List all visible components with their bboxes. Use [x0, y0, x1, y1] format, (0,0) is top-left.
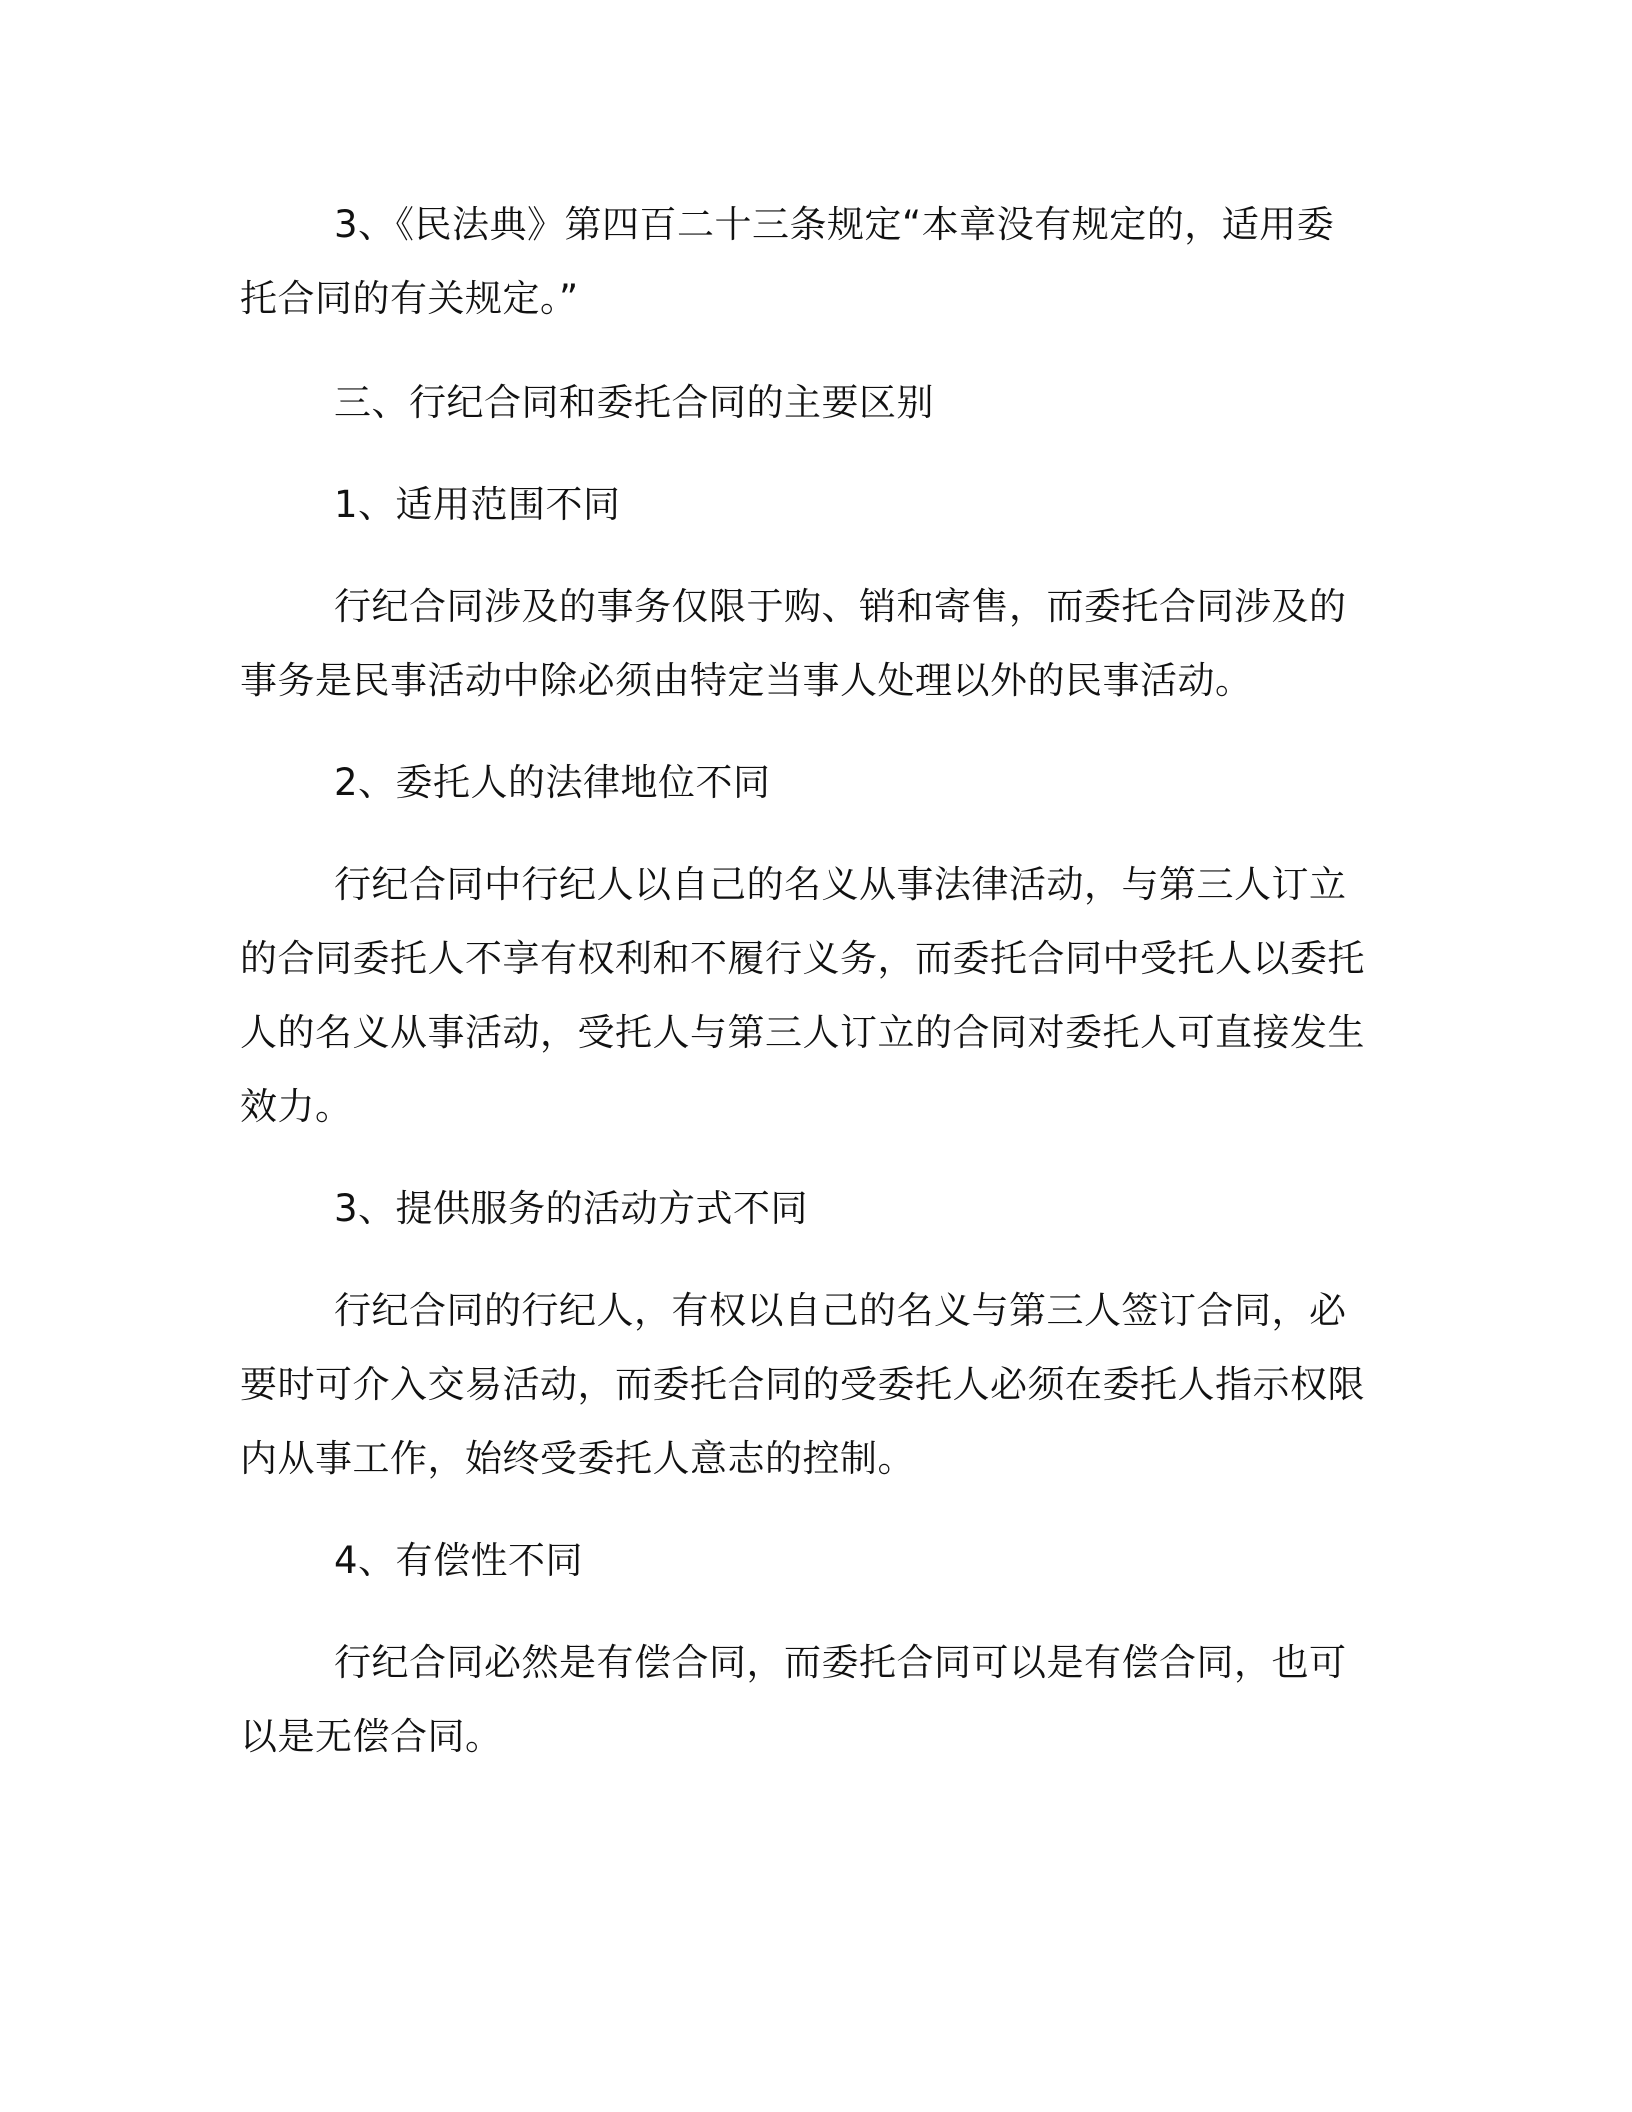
paragraph-article-423: 3、《民法典》第四百二十三条规定“本章没有规定的，适用委托合同的有关规定。” [240, 203, 1335, 320]
subheading-compensation: 4、有偿性不同 [334, 1539, 584, 1582]
paragraph-legal-status: 行纪合同中行纪人以自己的名义从事法律活动，与第三人订立的合同委托人不享有权利和不履行义务，而委托合同中受托人以委托人的名义从事活动，受托人与第三人订立的合同对委托人可直接发生效力。 [240, 863, 1365, 1128]
subheading-scope: 1、适用范围不同 [334, 483, 621, 526]
document-body [240, 188, 1370, 1774]
paragraph-service-manner: 行纪合同的行纪人，有权以自己的名义与第三人签订合同，必要时可介入交易活动，而委托合同的受委托人必须在委托人指示权限内从事工作，始终受委托人意志的控制。 [240, 1289, 1365, 1480]
paragraph-compensation: 行纪合同必然是有偿合同，而委托合同可以是有偿合同，也可以是无偿合同。 [240, 1641, 1347, 1758]
section-heading-main-differences: 三、行纪合同和委托合同的主要区别 [334, 381, 934, 424]
subheading-legal-status: 2、委托人的法律地位不同 [334, 761, 771, 804]
subheading-service-manner: 3、提供服务的活动方式不同 [334, 1187, 809, 1230]
paragraph-scope: 行纪合同涉及的事务仅限于购、销和寄售，而委托合同涉及的事务是民事活动中除必须由特定当事人处理以外的民事活动。 [240, 585, 1347, 702]
